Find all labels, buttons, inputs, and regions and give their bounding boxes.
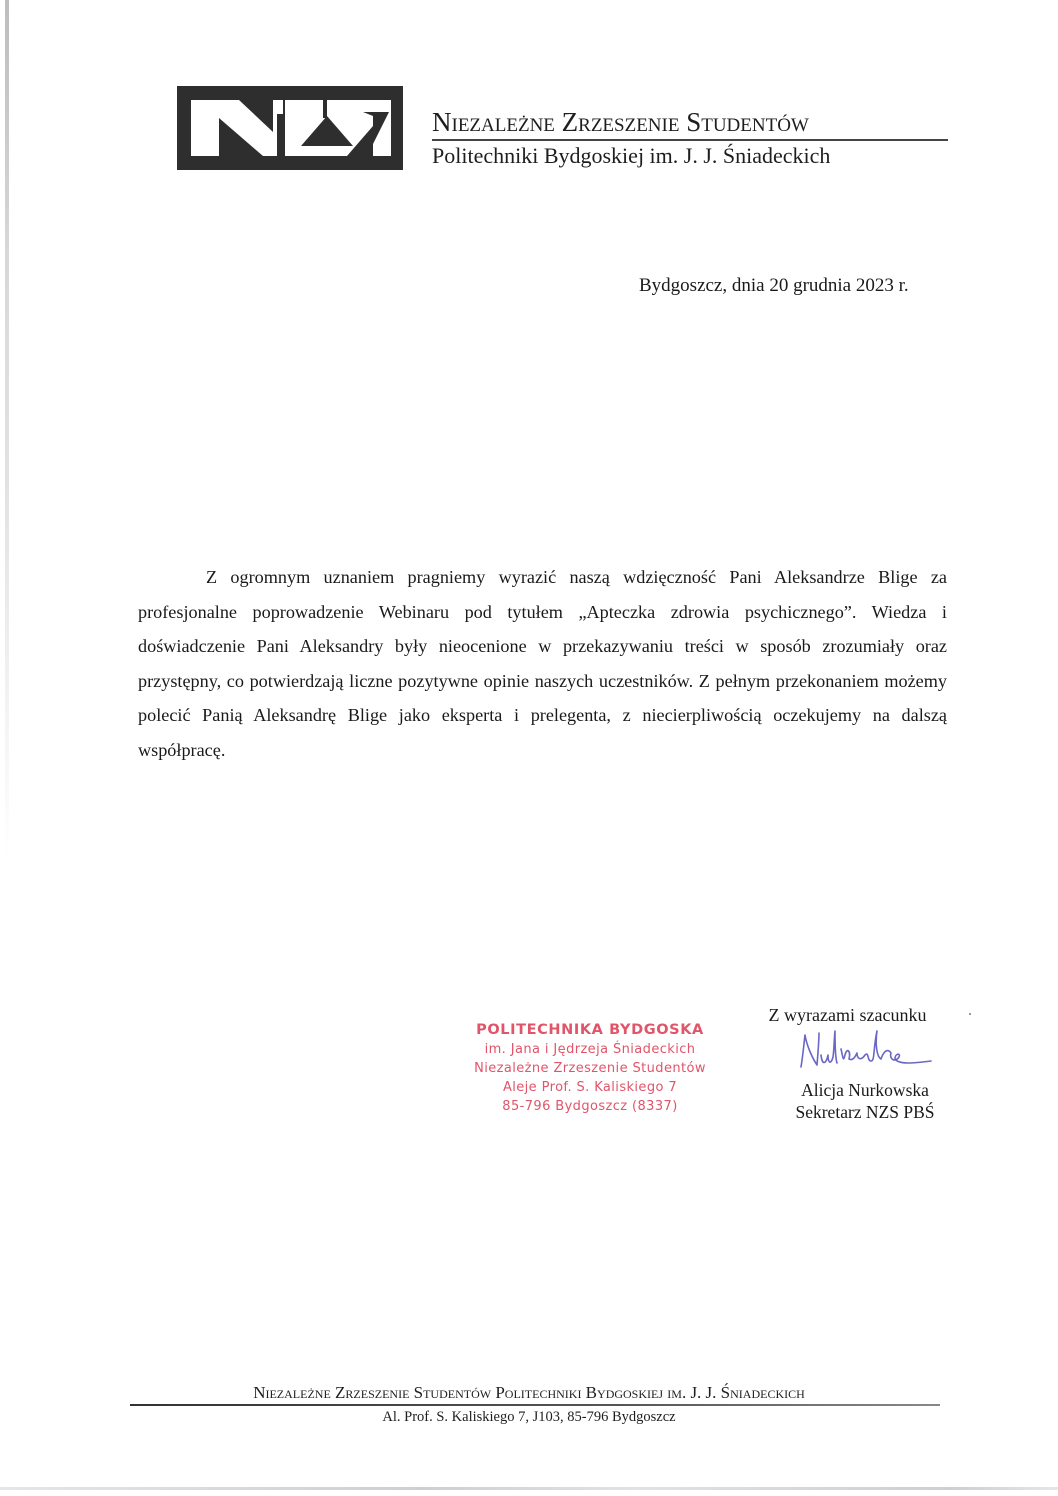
nzs-logo-icon bbox=[177, 86, 403, 170]
footer-divider bbox=[130, 1404, 940, 1406]
letter-paragraph: Z ogromnym uznaniem pragniemy wyrazić naszą wdzięczność Pani Aleksandrze Blige za profesjonalne poprowadzenie Webinaru pod tytułem „Apteczka zdrowia psychicznego”. Wiedza i doświadczenie Pani Aleksandry były nieocenione w przekazywaniu treści w sposób zrozumiały oraz przystępny, co potwierdzają liczne pozytywne opinie naszych uczestników. Z pełnym przekonaniem możemy polecić Panią Aleksandrę Blige jako eksperta i prelegenta, z niecierpliwością oczekujemy na dalszą współpracę. bbox=[138, 567, 947, 760]
stamp-line-title: POLITECHNIKA BYDGOSKA bbox=[476, 1022, 704, 1038]
scan-speck bbox=[969, 1013, 971, 1015]
header-divider bbox=[432, 139, 948, 141]
institution-stamp bbox=[440, 1020, 740, 1116]
footer-address: Al. Prof. S. Kaliskiego 7, J103, 85-796 Bydgoszcz bbox=[382, 1409, 676, 1425]
nzs-logo bbox=[177, 86, 403, 170]
scan-edge-artifact-bottom bbox=[0, 1487, 1058, 1490]
letter-date: Bydgoszcz, dnia 20 grudnia 2023 r. bbox=[639, 275, 909, 296]
stamp-line: Niezależne Zrzeszenie Studentów bbox=[474, 1061, 706, 1076]
stamp-line: 85-796 Bydgoszcz (8337) bbox=[502, 1099, 678, 1114]
org-subtitle: Politechniki Bydgoskiej im. J. J. Śniadeckich bbox=[432, 143, 831, 168]
scan-edge-artifact bbox=[5, 0, 9, 860]
letter-body bbox=[138, 560, 947, 767]
signer-block bbox=[760, 1079, 970, 1123]
stamp-line: im. Jana i Jędrzeja Śniadeckich bbox=[484, 1042, 696, 1057]
signer-name: Alicja Nurkowska bbox=[801, 1080, 929, 1100]
signature-stroke bbox=[801, 1031, 931, 1067]
signer-role: Sekretarz NZS PBŚ bbox=[795, 1102, 935, 1122]
closing-phrase: Z wyrazami szacunku bbox=[768, 1005, 927, 1025]
footer-org-name: Niezależne Zrzeszenie Studentów Politechniki Bydgoskiej im. J. J. Śniadeckich bbox=[253, 1383, 805, 1402]
stamp-line: Aleje Prof. S. Kaliskiego 7 bbox=[502, 1080, 678, 1095]
org-name: Niezależne Zrzeszenie Studentów bbox=[432, 107, 809, 137]
handwritten-signature bbox=[795, 1027, 935, 1072]
